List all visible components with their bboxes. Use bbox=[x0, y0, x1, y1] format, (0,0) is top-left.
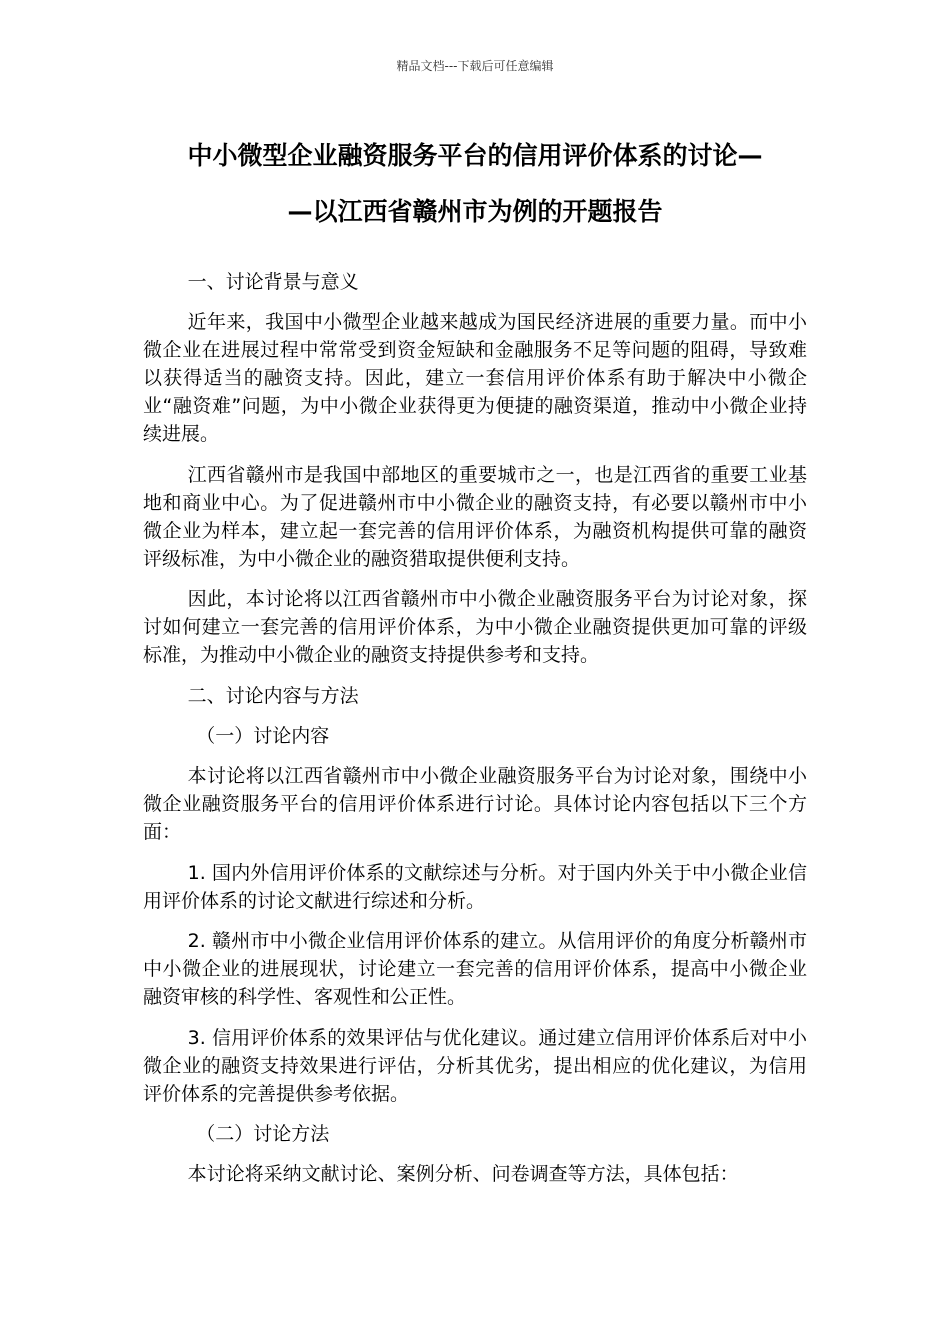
paragraph-background-3: 因此，本讨论将以江西省赣州市中小微企业融资服务平台为讨论对象，探讨如何建立一套完善的信用评价体系，为中小微企业融资提供更加可靠的评级标准，为推动中小微企业的融资支持提供参考和支持。 bbox=[143, 588, 807, 667]
list-item-content-2: 2. 赣州市中小微企业信用评价体系的建立。从信用评价的角度分析赣州市中小微企业的进展现状，讨论建立一套完善的信用评价体系，提高中小微企业融资审核的科学性、客观性和公正性。 bbox=[143, 930, 807, 1009]
list-item-content-1: 1. 国内外信用评价体系的文献综述与分析。对于国内外关于中小微企业信用评价体系的讨论文献进行综述和分析。 bbox=[143, 861, 807, 912]
paragraph-method-intro: 本讨论将采纳文献讨论、案例分析、问卷调查等方法，具体包括： bbox=[187, 1163, 739, 1186]
subheading-method: （二）讨论方法 bbox=[196, 1122, 330, 1145]
section-heading-content-method: 二、讨论内容与方法 bbox=[187, 684, 359, 707]
document-title-line-1: 中小微型企业融资服务平台的信用评价体系的讨论— bbox=[187, 141, 763, 170]
paragraph-content-intro: 本讨论将以江西省赣州市中小微企业融资服务平台为讨论对象，围绕中小微企业融资服务平台的信用评价体系进行讨论。具体讨论内容包括以下三个方面： bbox=[143, 765, 807, 844]
document-body bbox=[143, 268, 807, 1201]
paragraph-background-2: 江西省赣州市是我国中部地区的重要城市之一，也是江西省的重要工业基地和商业中心。为了促进赣州市中小微企业的融资支持，有必要以赣州市中小微企业为样本，建立起一套完善的信用评价体系，为融资机构提供可靠的融资评级标准，为中小微企业的融资猎取提供便利支持。 bbox=[143, 463, 807, 570]
paragraph-background-1: 近年来，我国中小微型企业越来越成为国民经济进展的重要力量。而中小微企业在进展过程中常常受到资金短缺和金融服务不足等问题的阻碍，导致难以获得适当的融资支持。因此，建立一套信用评价体系有助于解决中小微企业“融资难”问题，为中小微企业获得更为便捷的融资渠道，推动中小微企业持续进展。 bbox=[143, 311, 807, 446]
document-title bbox=[140, 128, 810, 240]
subheading-content: （一）讨论内容 bbox=[196, 724, 330, 747]
list-item-content-3: 3. 信用评价体系的效果评估与优化建议。通过建立信用评价体系后对中小微企业的融资支持效果进行评估，分析其优劣，提出相应的优化建议，为信用评价体系的完善提供参考依据。 bbox=[143, 1026, 807, 1105]
page-header-note: 精品文档---下载后可任意编辑 bbox=[396, 59, 554, 73]
document-title-line-2: —以江西省赣州市为例的开题报告 bbox=[287, 197, 663, 226]
section-heading-background: 一、讨论背景与意义 bbox=[187, 271, 359, 293]
